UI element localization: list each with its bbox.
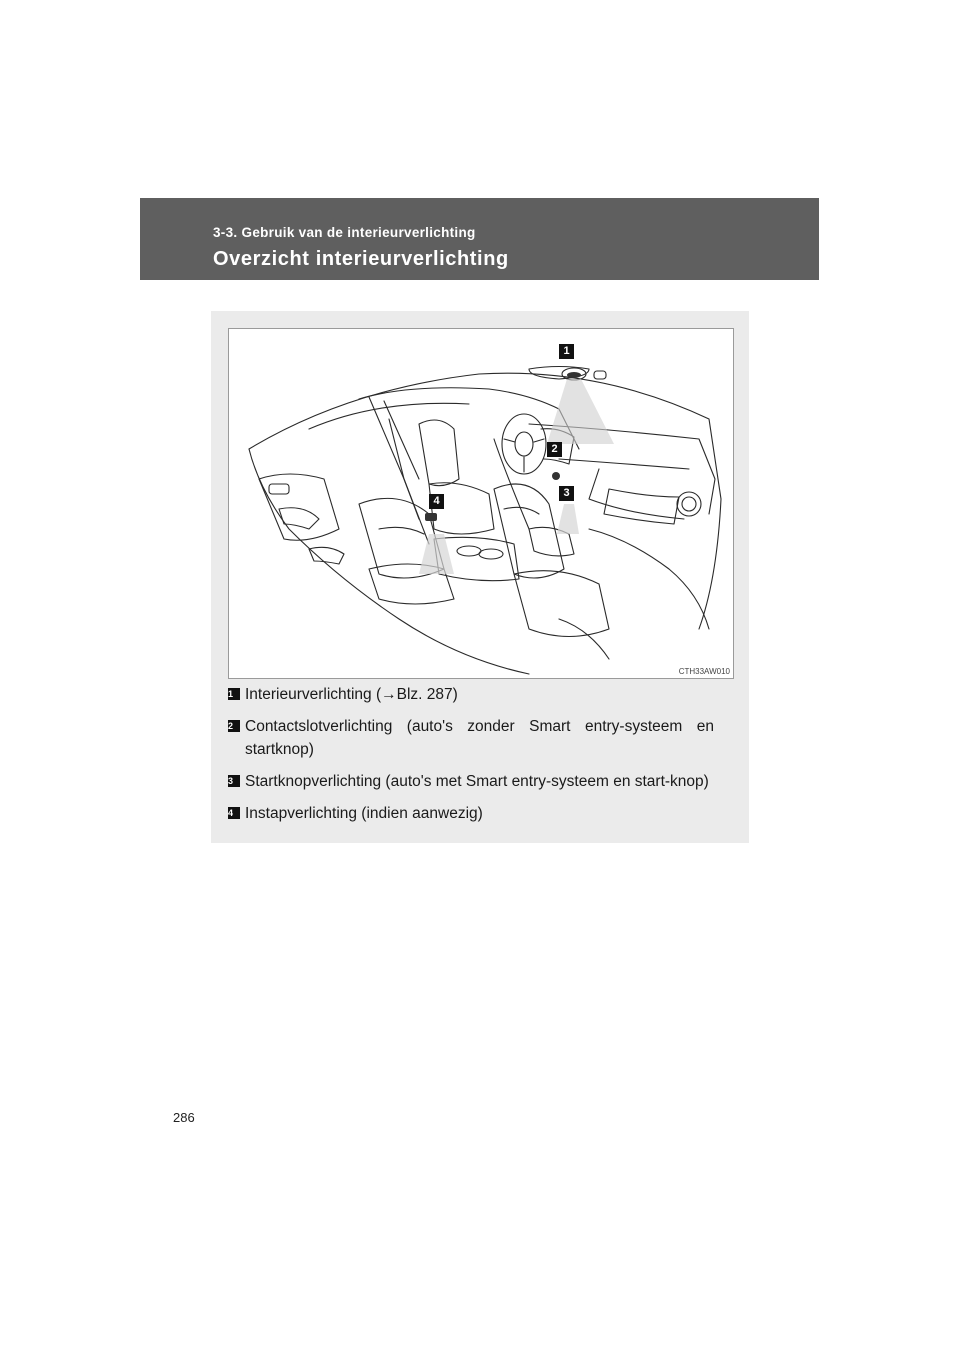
legend-item (211, 770, 749, 793)
legend-list (211, 683, 749, 834)
legend-text: Contactslotverlichting (auto's zonder Smart entry-systeem en startknop) (245, 718, 714, 758)
legend-marker-4: 4 (228, 807, 240, 819)
legend-item (211, 802, 749, 825)
legend-text: Startknopverlichting (auto's met Smart entry-systeem en start-knop) (245, 773, 709, 790)
page-number: 286 (173, 1110, 195, 1125)
legend-text: Instapverlichting (indien aanwezig) (245, 805, 483, 822)
legend-marker-2: 2 (228, 720, 240, 732)
page-title: Overzicht interieurverlichting (213, 248, 509, 270)
section-label: 3-3. Gebruik van de interieurverlichting (213, 225, 476, 240)
section-header (140, 198, 819, 280)
legend-text: Interieurverlichting (→Blz. 287) (245, 686, 458, 703)
callout-4: 4 (429, 494, 444, 509)
car-interior-illustration (228, 328, 734, 679)
callout-1: 1 (559, 344, 574, 359)
car-interior-drawing (229, 329, 733, 678)
legend-item (211, 683, 749, 706)
figure-code: CTH33AW010 (678, 667, 730, 676)
callout-2: 2 (547, 442, 562, 457)
legend-marker-3: 3 (228, 775, 240, 787)
callout-3: 3 (559, 486, 574, 501)
illustration-panel (211, 311, 749, 843)
legend-marker-1: 1 (228, 688, 240, 700)
legend-item (211, 715, 749, 761)
